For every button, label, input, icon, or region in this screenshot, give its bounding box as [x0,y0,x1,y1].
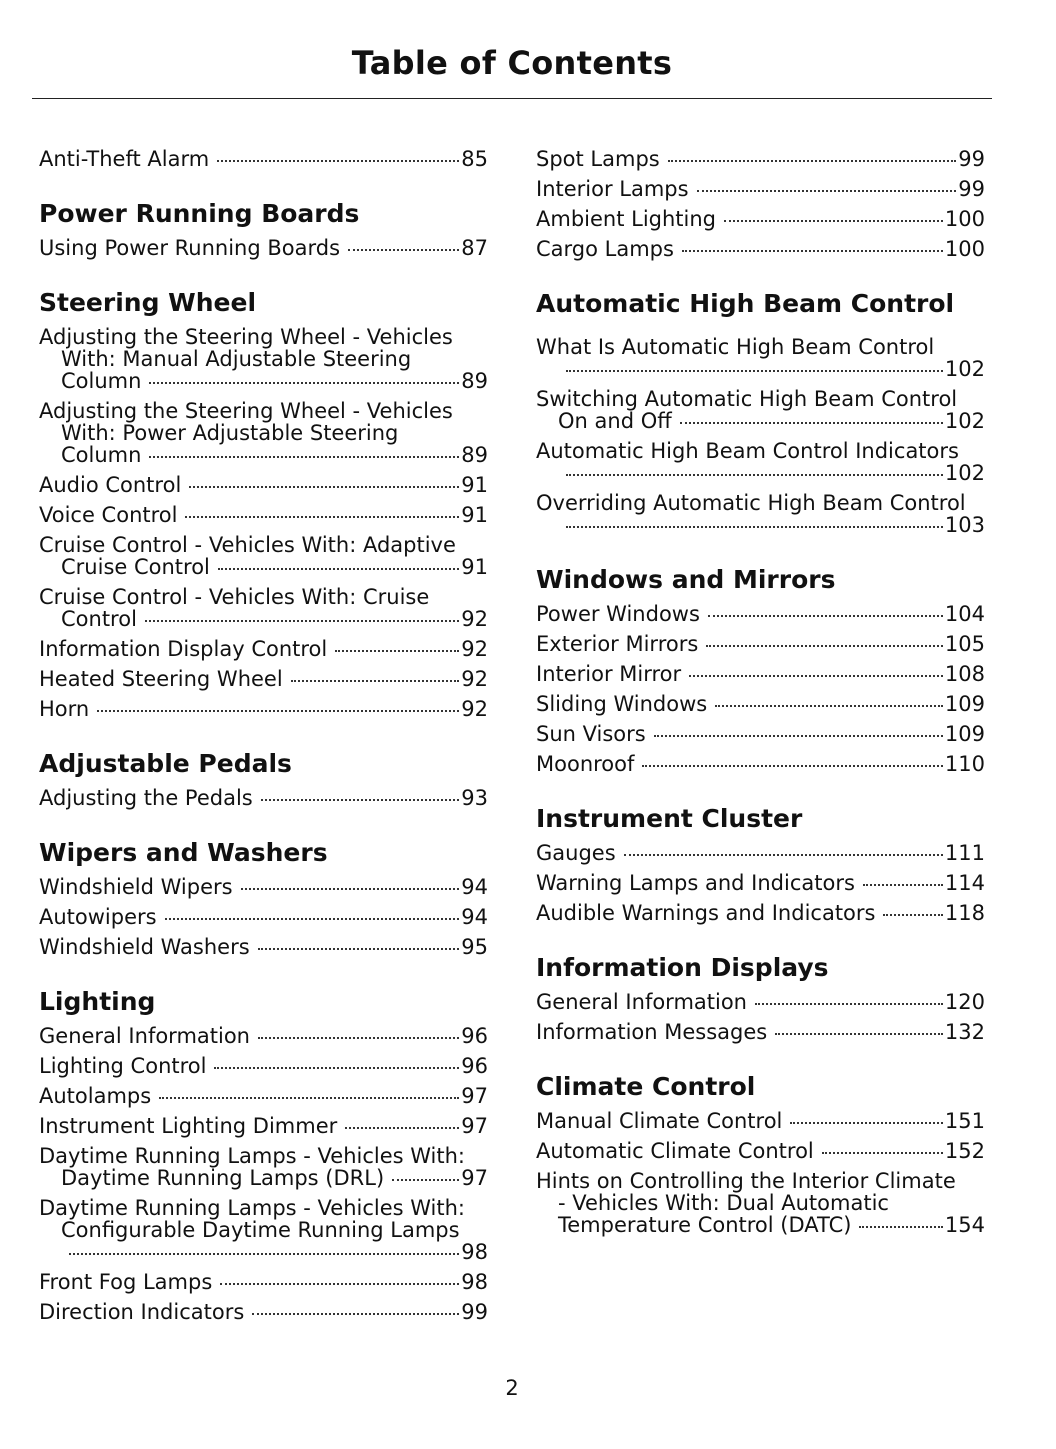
dot-leader [624,854,943,856]
dot-leader [566,370,943,372]
toc-entry[interactable]: Cargo Lamps 100 [536,234,985,264]
dot-leader [706,645,943,647]
toc-entry[interactable]: Spot Lamps 99 [536,144,985,174]
dot-leader [392,1179,459,1181]
toc-page-ref: 154 [944,1213,985,1237]
dot-leader [149,382,459,384]
dot-leader [348,249,459,251]
page-title: Table of Contents [351,44,673,82]
toc-entry[interactable]: Switching Automatic High Beam Control On and Off 102 [536,387,985,433]
dot-leader [566,526,943,528]
toc-page-ref: 104 [944,602,985,626]
toc-entry[interactable]: Audible Warnings and Indicators 118 [536,898,985,928]
toc-entry[interactable]: General Information 120 [536,987,985,1017]
toc-entry[interactable]: Gauges 111 [536,838,985,868]
dot-leader [724,220,943,222]
dot-leader [241,888,460,890]
toc-page-ref: 94 [461,875,488,899]
dot-leader [345,1127,459,1129]
dot-leader [755,1003,943,1005]
section-heading: Wipers and Washers [39,838,328,867]
section-heading: Adjustable Pedals [39,749,292,778]
dot-leader [220,1283,459,1285]
toc-page-ref: 118 [944,901,985,925]
toc-entry[interactable]: Horn 92 [39,694,488,724]
dot-leader [149,456,459,458]
toc-entry[interactable]: Windshield Washers 95 [39,932,488,962]
toc-entry[interactable]: Autolamps 97 [39,1081,488,1111]
dot-leader [566,474,943,476]
toc-section-lighting [39,986,488,1327]
dot-leader [69,1253,459,1255]
dot-leader [261,799,460,801]
toc-page-ref: 105 [944,632,985,656]
section-heading: Windows and Mirrors [536,565,836,594]
toc-entry[interactable]: Autowipers 94 [39,902,488,932]
toc-entry[interactable]: Daytime Running Lamps - Vehicles With: Daytime Running Lamps (DRL) 97 [39,1144,488,1190]
toc-section-power-running-boards [39,198,488,263]
section-heading: Instrument Cluster [536,804,803,833]
toc-page-ref: 102 [944,409,985,433]
dot-leader [217,160,459,162]
toc-page-ref: 92 [461,697,488,721]
toc-entry[interactable]: Automatic Climate Control 152 [536,1136,985,1166]
toc-page-ref: 92 [461,607,488,631]
toc-entry[interactable]: Lighting Control 96 [39,1051,488,1081]
toc-entry[interactable]: Information Messages 132 [536,1017,985,1047]
dot-leader [668,160,957,162]
dot-leader [252,1313,459,1315]
toc-section-windows-and-mirrors [536,564,985,779]
toc-page-ref: 92 [461,667,488,691]
section-heading: Steering Wheel [39,288,257,317]
dot-leader [97,710,459,712]
toc-entry[interactable]: Warning Lamps and Indicators 114 [536,868,985,898]
dot-leader [218,568,459,570]
section-heading: Climate Control [536,1072,756,1101]
toc-page-ref: 99 [461,1300,488,1324]
toc-page-ref: 99 [958,177,985,201]
toc-page-ref: 93 [461,786,488,810]
toc-section-information-displays [536,952,985,1047]
toc-entry[interactable]: Automatic High Beam Control Indicators 102 [536,439,985,485]
toc-entry[interactable]: Daytime Running Lamps - Vehicles With: Configurable Daytime Running Lamps 98 [39,1196,488,1264]
toc-section-automatic-high-beam [536,288,985,540]
dot-leader [883,914,942,916]
dot-leader [680,422,943,424]
dot-leader [775,1033,943,1035]
toc-page-ref: 102 [944,461,985,485]
toc-entry[interactable]: Manual Climate Control 151 [536,1106,985,1136]
toc-page-ref: 89 [461,443,488,467]
dot-leader [822,1152,943,1154]
toc-entry[interactable]: Ambient Lighting 100 [536,204,985,234]
toc-section-wipers-and-washers [39,837,488,962]
toc-entry[interactable]: Audio Control 91 [39,470,488,500]
toc-page-ref: 94 [461,905,488,929]
toc-entry[interactable]: Moonroof 110 [536,749,985,779]
toc-entry[interactable]: Direction Indicators 99 [39,1297,488,1327]
dot-leader [682,250,943,252]
dot-leader [715,705,943,707]
dot-leader [654,735,943,737]
toc-page-ref: 97 [461,1114,488,1138]
dot-leader [214,1067,459,1069]
dot-leader [159,1097,459,1099]
toc-page-ref: 120 [944,990,985,1014]
dot-leader [689,675,943,677]
dot-leader [863,884,943,886]
toc-page-ref: 114 [944,871,985,895]
toc-page-ref: 103 [944,513,985,537]
dot-leader [335,650,459,652]
toc-right-column [536,144,985,1264]
dot-leader [642,765,943,767]
toc-page-ref: 109 [944,722,985,746]
toc-page-ref: 100 [944,237,985,261]
toc-entry[interactable]: Using Power Running Boards 87 [39,233,488,263]
toc-section-lamps [536,144,985,264]
toc-entry[interactable]: Sun Visors 109 [536,719,985,749]
toc-entry[interactable]: Front Fog Lamps 98 [39,1267,488,1297]
toc-entry[interactable]: Information Display Control 92 [39,634,488,664]
toc-entry[interactable]: Adjusting the Steering Wheel - Vehicles With: Power Adjustable Steering Column 89 [39,399,488,467]
toc-page-ref: 89 [461,369,488,393]
toc-entry[interactable]: Adjusting the Steering Wheel - Vehicles With: Manual Adjustable Steering Column 89 [39,325,488,393]
dot-leader [258,948,460,950]
toc-page-ref: 108 [944,662,985,686]
toc-page-ref: 151 [944,1109,985,1133]
toc-entry[interactable]: Voice Control 91 [39,500,488,530]
toc-page-ref: 96 [461,1024,488,1048]
toc-section-anti-theft [39,144,488,174]
toc-page-ref: 97 [461,1166,488,1190]
section-heading: Automatic High Beam Control [536,289,955,318]
title-divider [32,98,992,99]
section-heading: Information Displays [536,953,829,982]
toc-entry[interactable]: Anti-Theft Alarm 85 [39,144,488,174]
toc-entry[interactable]: Heated Steering Wheel 92 [39,664,488,694]
toc-page-ref: 152 [944,1139,985,1163]
dot-leader [708,615,943,617]
section-heading: Lighting [39,987,156,1016]
toc-section-climate-control [536,1071,985,1240]
toc-section-steering-wheel [39,287,488,724]
toc-page-ref: 96 [461,1054,488,1078]
toc-entry[interactable]: General Information 96 [39,1021,488,1051]
page-number: 2 [505,1376,519,1400]
toc-left-column [39,144,488,1351]
dot-leader [258,1037,459,1039]
toc-entry[interactable]: Exterior Mirrors 105 [536,629,985,659]
dot-leader [697,190,957,192]
toc-page-ref: 98 [461,1240,488,1264]
toc-page-ref: 110 [944,752,985,776]
toc-entry[interactable]: Interior Mirror 108 [536,659,985,689]
toc-page-ref: 97 [461,1084,488,1108]
dot-leader [189,486,459,488]
dot-leader [145,620,459,622]
toc-page-ref: 85 [461,147,488,171]
toc-entry[interactable]: Instrument Lighting Dimmer 97 [39,1111,488,1141]
toc-entry[interactable]: Overriding Automatic High Beam Control 103 [536,491,985,537]
toc-entry[interactable]: Adjusting the Pedals 93 [39,783,488,813]
dot-leader [790,1122,943,1124]
toc-page-ref: 100 [944,207,985,231]
toc-entry[interactable]: Cruise Control - Vehicles With: Adaptive Cruise Control 91 [39,533,488,579]
toc-page-ref: 92 [461,637,488,661]
toc-page-ref: 95 [461,935,488,959]
toc-section-instrument-cluster [536,803,985,928]
toc-page-ref: 111 [944,841,985,865]
toc-page-ref: 98 [461,1270,488,1294]
toc-page-ref: 109 [944,692,985,716]
toc-page-ref: 91 [461,555,488,579]
toc-entry[interactable]: Power Windows 104 [536,599,985,629]
toc-entry[interactable]: Hints on Controlling the Interior Climate - Vehicles With: Dual Automatic Temperature Control (DATC) 154 [536,1169,985,1237]
toc-page-ref: 132 [944,1020,985,1044]
dot-leader [165,918,460,920]
toc-entry[interactable]: What Is Automatic High Beam Control 102 [536,335,985,381]
dot-leader [859,1226,942,1228]
toc-page-ref: 91 [461,473,488,497]
toc-entry[interactable]: Interior Lamps 99 [536,174,985,204]
toc-page-ref: 91 [461,503,488,527]
toc-entry[interactable]: Windshield Wipers 94 [39,872,488,902]
toc-section-adjustable-pedals [39,748,488,813]
toc-entry[interactable]: Sliding Windows 109 [536,689,985,719]
dot-leader [185,516,459,518]
toc-page-ref: 87 [461,236,488,260]
section-heading: Power Running Boards [39,199,360,228]
toc-page-ref: 102 [944,357,985,381]
dot-leader [291,680,460,682]
toc-entry[interactable]: Cruise Control - Vehicles With: Cruise Control 92 [39,585,488,631]
toc-page-ref: 99 [958,147,985,171]
